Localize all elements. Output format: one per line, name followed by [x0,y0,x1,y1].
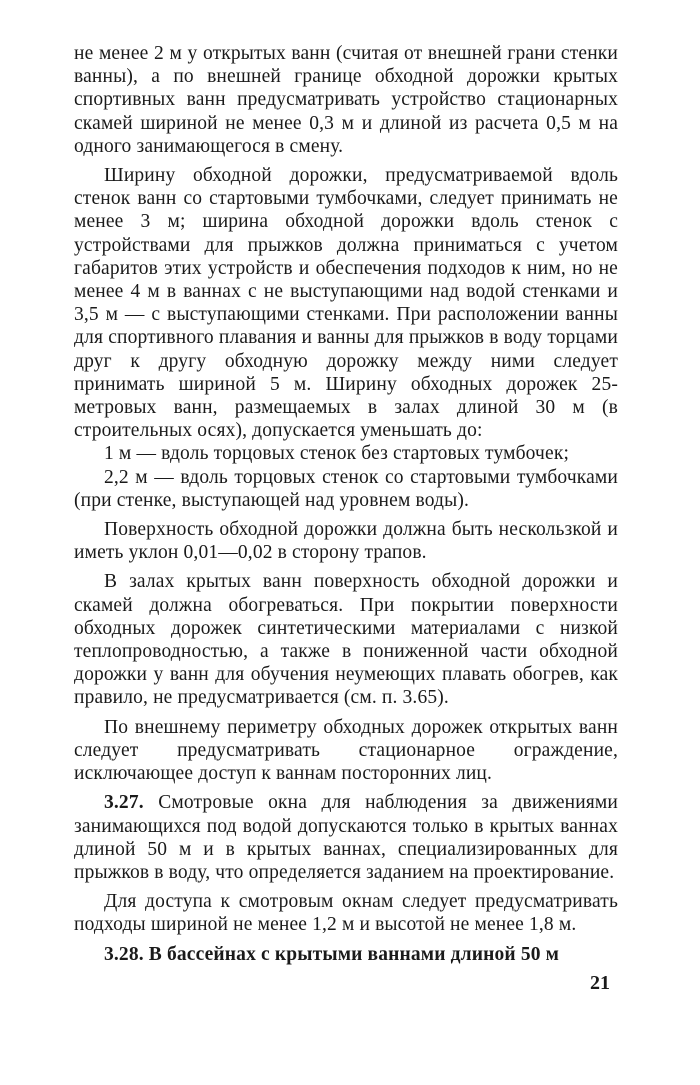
paragraph-5: Поверхность обходной дорожки должна быть нескользкой и иметь уклон 0,01—0,02 в сторону трапов. [74,519,618,564]
paragraph-2: Ширину обходной дорожки, предусматриваемой вдоль стенок ванн со стартовыми тумбочками, следует принимать не менее 3 м; ширина обходной дорожки вдоль стенок с устройствами для прыжков должна приниматься с учетом габаритов этих устройств и обеспечения подходов к ним, но не менее 4 м в ваннах с не выступающими над водой стенками и 3,5 м — с выступающими стенками. При расположении ванны для спортивного плавания и ванны для прыжков в воду торцами друг к другу обходную дорожку между ними следует принимать шириной 5 м. Ширину обходных дорожек 25-метровых ванн, размещаемых в залах длиной 30 м (в строительных осях), допускается уменьшать до: [74,165,618,442]
paragraph-4: 2,2 м — вдоль торцовых стенок со стартовыми тумбочками (при стенке, выступающей над уровнем воды). [74,466,618,511]
paragraph-9: Для доступа к смотровым окнам следует предусматривать подходы шириной не менее 1,2 м и высотой не менее 1,8 м. [74,891,618,936]
paragraph-6: В залах крытых ванн поверхность обходной дорожки и скамей должна обогреваться. При покрытии поверхности обходных дорожек синтетическими материалами с низкой теплопроводностью, а также в пониженной части обходной дорожки у ванн для обучения неумеющих плавать обогрев, как правило, не предусматривается (см. п. 3.65). [74,571,618,709]
page-number: 21 [590,972,610,994]
paragraph-1: не менее 2 м у открытых ванн (считая от внешней грани стенки ванны), а по внешней границе обходной дорожки крытых спортивных ванн предусматривать устройство стационарных скамей шириной не менее 0,3 м и длиной из расчета 0,5 м на одного занимающегося в смену. [74,43,618,157]
paragraph-7: По внешнему периметру обходных дорожек открытых ванн следует предусматривать стационарное ограждение, исключающее доступ к ваннам посторонних лиц. [74,716,618,785]
paragraph-clause-3-28: 3.28. В бассейнах с крытыми ваннами длиной 50 м [104,943,560,965]
clause-number: 3.27. [104,792,144,814]
paragraph-3: 1 м — вдоль торцовых стенок без стартовых тумбочек; [104,443,570,465]
paragraph-clause-3-27: 3.27. Смотровые окна для наблюдения за движениями занимающихся под водой допускаются только в крытых ваннах длиной 50 м и в крытых ваннах, специализированных для прыжков в воду, что определяется заданием на проектирование. [74,792,618,883]
clause-number: 3.28. [104,943,144,965]
page-body [74,42,618,966]
